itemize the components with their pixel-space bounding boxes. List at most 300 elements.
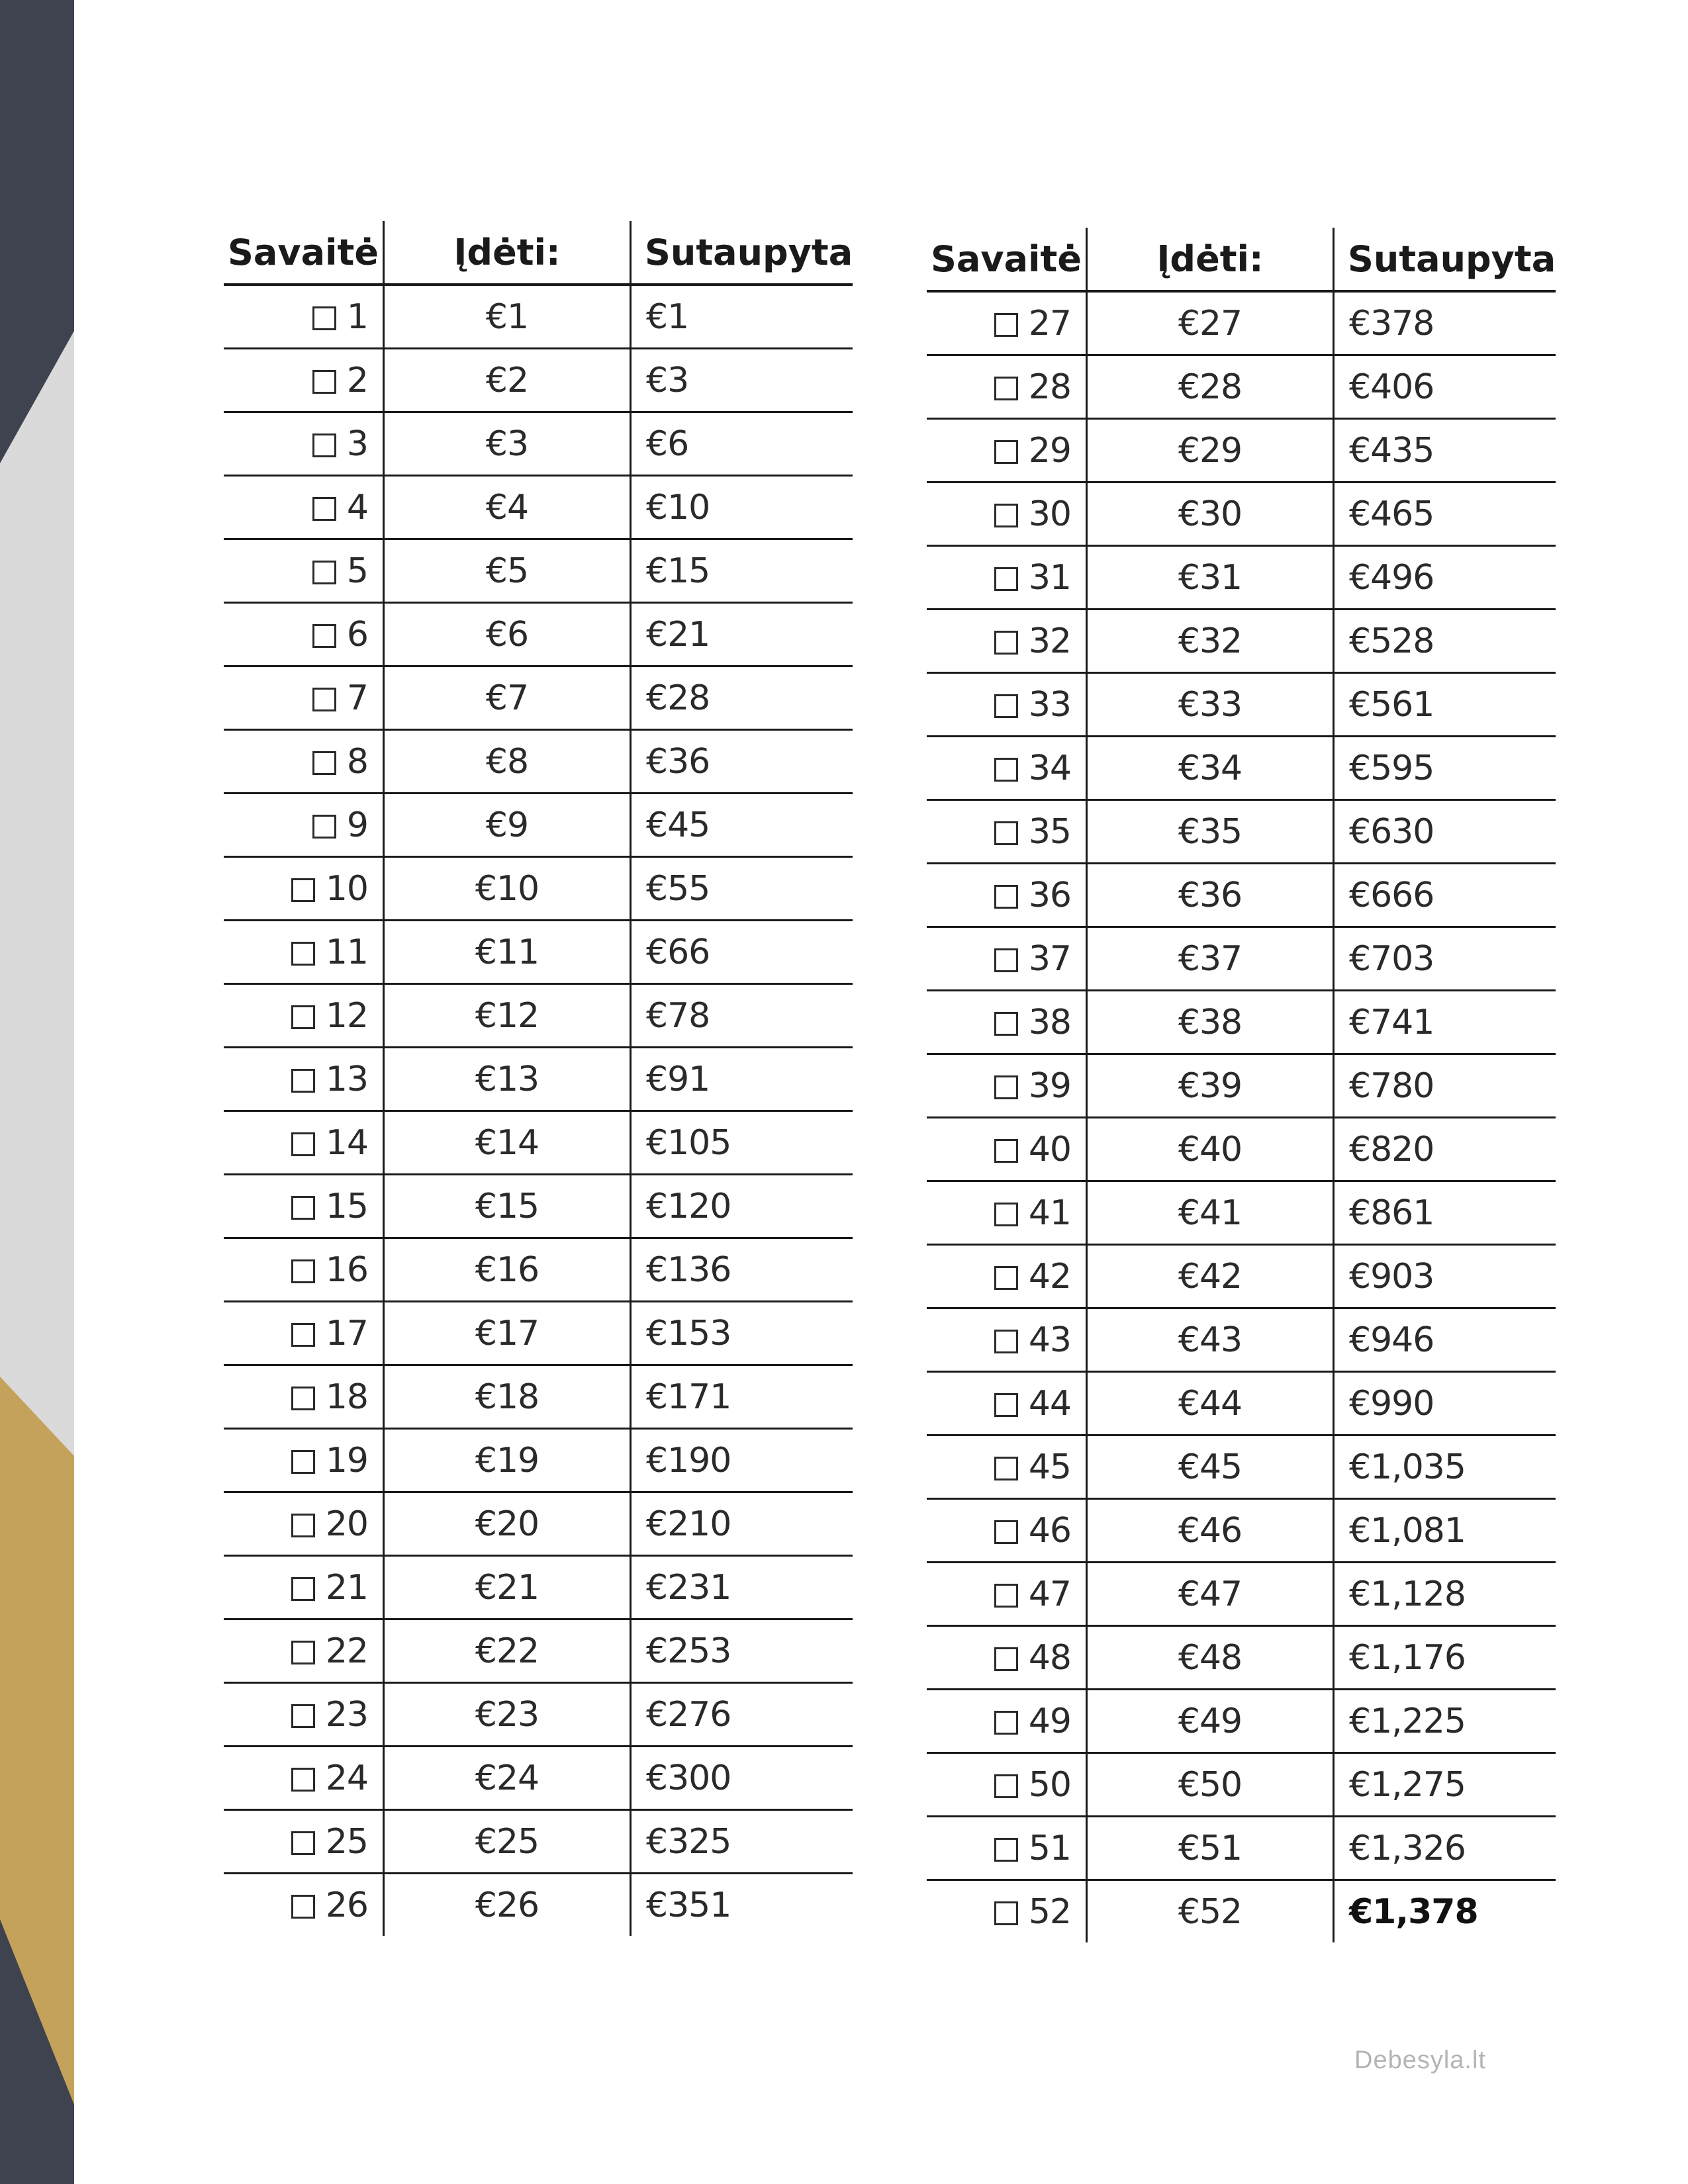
table-row [927,927,1556,991]
week-cell [927,1563,1087,1626]
saved-total: €561 [1334,673,1556,737]
table-row [224,984,853,1048]
saved-total: €276 [631,1683,853,1747]
saved-total: €325 [631,1810,853,1874]
week-cell [927,864,1087,927]
saved-total: €630 [1334,800,1556,864]
table-row [224,921,853,984]
table-row [927,546,1556,610]
table-row [224,1747,853,1810]
week-checkbox[interactable] [291,1577,315,1601]
week-cell [927,1181,1087,1245]
week-checkbox[interactable] [312,497,336,521]
saved-total: €1,225 [1334,1690,1556,1753]
week-number: 39 [1028,1066,1071,1106]
week-checkbox[interactable] [994,1901,1018,1925]
put-in-amount: €7 [384,666,631,730]
put-in-amount: €8 [384,730,631,794]
put-in-amount: €43 [1087,1308,1334,1372]
table-row [927,1499,1556,1563]
put-in-amount: €11 [384,921,631,984]
header-put-in: Įdėti: [1087,228,1334,291]
week-number: 31 [1028,557,1071,598]
saved-total: €496 [1334,546,1556,610]
table-row [224,349,853,412]
week-number: 33 [1028,684,1071,725]
week-number: 49 [1028,1701,1071,1741]
put-in-amount: €14 [384,1111,631,1175]
saved-total: €666 [1334,864,1556,927]
week-number: 36 [1028,875,1071,915]
header-week: Savaitė [927,228,1087,291]
table-row [927,864,1556,927]
table-row [927,1308,1556,1372]
table-row [224,730,853,794]
table-row [224,1302,853,1365]
week-checkbox[interactable] [291,1514,315,1537]
put-in-amount: €28 [1087,355,1334,419]
week-checkbox[interactable] [994,821,1018,845]
week-checkbox[interactable] [994,1838,1018,1862]
week-cell [224,1747,384,1810]
table-header-row [927,228,1556,291]
saved-total: €78 [631,984,853,1048]
week-number: 51 [1028,1828,1071,1868]
put-in-amount: €15 [384,1175,631,1238]
put-in-amount: €48 [1087,1626,1334,1690]
week-number: 28 [1028,367,1071,407]
table-row [927,800,1556,864]
week-cell [927,1817,1087,1880]
week-checkbox[interactable] [994,1012,1018,1036]
saved-total: €136 [631,1238,853,1302]
week-number: 13 [325,1059,368,1099]
decorative-sidebar [0,0,74,2184]
week-number: 48 [1028,1637,1071,1678]
saved-total: €1,081 [1334,1499,1556,1563]
week-checkbox[interactable] [994,313,1018,337]
table-row [224,794,853,857]
week-number: 3 [346,424,368,464]
table-row [927,673,1556,737]
week-cell [927,546,1087,610]
week-number: 29 [1028,430,1071,471]
week-number: 50 [1028,1764,1071,1805]
week-number: 24 [325,1758,368,1798]
week-cell [224,1556,384,1619]
saved-total: €820 [1334,1118,1556,1181]
saved-total: €300 [631,1747,853,1810]
put-in-amount: €25 [384,1810,631,1874]
week-checkbox[interactable] [291,1005,315,1029]
week-cell [224,603,384,666]
week-checkbox[interactable] [994,1774,1018,1798]
week-checkbox[interactable] [994,567,1018,591]
week-cell [224,539,384,603]
week-checkbox[interactable] [291,1196,315,1220]
week-checkbox[interactable] [291,1132,315,1156]
put-in-amount: €36 [1087,864,1334,927]
table-row [927,1690,1556,1753]
week-checkbox[interactable] [994,885,1018,909]
table-row [927,737,1556,800]
table-row [927,1372,1556,1435]
week-checkbox[interactable] [312,815,336,839]
week-number: 43 [1028,1320,1071,1360]
saved-total: €153 [631,1302,853,1365]
week-checkbox[interactable] [312,624,336,648]
week-number: 16 [325,1250,368,1290]
week-checkbox[interactable] [312,433,336,457]
put-in-amount: €3 [384,412,631,476]
put-in-amount: €30 [1087,482,1334,546]
table-row [224,1874,853,1936]
week-number: 35 [1028,811,1071,852]
week-number: 30 [1028,494,1071,534]
put-in-amount: €6 [384,603,631,666]
table-header-row [224,221,853,285]
week-checkbox[interactable] [994,758,1018,782]
week-cell [927,991,1087,1054]
week-checkbox[interactable] [994,948,1018,972]
week-number: 38 [1028,1002,1071,1042]
week-checkbox[interactable] [994,1457,1018,1480]
week-checkbox[interactable] [994,440,1018,464]
week-number: 14 [325,1122,368,1163]
saved-total: €990 [1334,1372,1556,1435]
saved-total: €36 [631,730,853,794]
table-row [927,610,1556,673]
table-body [927,291,1556,1942]
week-number: 15 [325,1186,368,1226]
week-cell [927,927,1087,991]
saved-total: €231 [631,1556,853,1619]
week-number: 11 [325,932,368,972]
saved-total: €171 [631,1365,853,1429]
table-row [927,1563,1556,1626]
put-in-amount: €31 [1087,546,1334,610]
week-number: 2 [346,360,368,400]
week-cell [927,355,1087,419]
put-in-amount: €29 [1087,419,1334,482]
week-number: 25 [325,1821,368,1862]
footer-brand: Debesyla.lt [1354,2046,1486,2074]
table-row [224,603,853,666]
put-in-amount: €19 [384,1429,631,1492]
table-row [224,666,853,730]
week-cell [224,1111,384,1175]
week-number: 6 [346,614,368,655]
saved-total: €703 [1334,927,1556,991]
sidebar-shapes [0,0,74,2184]
put-in-amount: €33 [1087,673,1334,737]
saved-total: €435 [1334,419,1556,482]
week-cell [927,482,1087,546]
week-number: 41 [1028,1193,1071,1233]
week-number: 44 [1028,1383,1071,1424]
week-checkbox[interactable] [994,377,1018,400]
week-checkbox[interactable] [994,1075,1018,1099]
table-row [927,291,1556,355]
table-row [224,1111,853,1175]
table-row [224,285,853,349]
table-row [927,1054,1556,1118]
week-checkbox[interactable] [994,631,1018,655]
week-cell [224,921,384,984]
week-cell [224,1429,384,1492]
put-in-amount: €2 [384,349,631,412]
put-in-amount: €51 [1087,1817,1334,1880]
week-checkbox[interactable] [994,1393,1018,1417]
saved-total: €861 [1334,1181,1556,1245]
table-row [927,1753,1556,1817]
saved-total: €45 [631,794,853,857]
week-checkbox[interactable] [994,1203,1018,1226]
saved-total: €903 [1334,1245,1556,1308]
week-cell [224,1874,384,1936]
put-in-amount: €50 [1087,1753,1334,1817]
put-in-amount: €44 [1087,1372,1334,1435]
saved-total: €15 [631,539,853,603]
week-cell [927,1753,1087,1817]
week-checkbox[interactable] [994,1266,1018,1290]
table-row [224,1556,853,1619]
put-in-amount: €46 [1087,1499,1334,1563]
table-body [224,285,853,1936]
week-cell [927,1308,1087,1372]
week-checkbox[interactable] [291,1259,315,1283]
put-in-amount: €39 [1087,1054,1334,1118]
put-in-amount: €1 [384,285,631,349]
week-number: 26 [325,1885,368,1925]
saved-total: €1,128 [1334,1563,1556,1626]
week-number: 27 [1028,303,1071,343]
put-in-amount: €4 [384,476,631,539]
saved-total: €10 [631,476,853,539]
week-checkbox[interactable] [291,1768,315,1792]
week-checkbox[interactable] [994,1520,1018,1544]
week-number: 42 [1028,1256,1071,1297]
week-checkbox[interactable] [291,1831,315,1855]
week-number: 40 [1028,1129,1071,1169]
saved-total: €28 [631,666,853,730]
week-number: 18 [325,1377,368,1417]
put-in-amount: €35 [1087,800,1334,864]
table-row [224,1429,853,1492]
saved-total: €1,035 [1334,1435,1556,1499]
week-number: 1 [346,296,368,337]
week-number: 5 [346,551,368,591]
saved-total: €780 [1334,1054,1556,1118]
table-row [224,1175,853,1238]
week-checkbox[interactable] [312,370,336,394]
header-saved: Sutaupyta [631,221,853,285]
week-checkbox[interactable] [291,1641,315,1664]
put-in-amount: €10 [384,857,631,921]
table-row [927,1817,1556,1880]
week-cell [224,1302,384,1365]
week-number: 9 [346,805,368,845]
table-row [224,1683,853,1747]
week-cell [224,857,384,921]
saved-total: €1,176 [1334,1626,1556,1690]
week-cell [224,1810,384,1874]
put-in-amount: €21 [384,1556,631,1619]
week-checkbox[interactable] [291,1450,315,1474]
week-checkbox[interactable] [994,1330,1018,1353]
week-number: 12 [325,995,368,1036]
week-cell [927,673,1087,737]
saved-total: €465 [1334,482,1556,546]
week-cell [224,730,384,794]
saved-total: €406 [1334,355,1556,419]
saved-total: €378 [1334,291,1556,355]
saved-total: €528 [1334,610,1556,673]
week-cell [927,1245,1087,1308]
week-number: 46 [1028,1510,1071,1551]
week-number: 37 [1028,938,1071,979]
week-cell [224,476,384,539]
week-checkbox[interactable] [994,1139,1018,1163]
week-cell [224,1619,384,1683]
week-checkbox[interactable] [312,751,336,775]
week-cell [224,1683,384,1747]
put-in-amount: €18 [384,1365,631,1429]
week-number: 32 [1028,621,1071,661]
table-row [224,1810,853,1874]
week-cell [224,1175,384,1238]
week-cell [224,1048,384,1111]
saved-total: €21 [631,603,853,666]
table-row [927,1435,1556,1499]
put-in-amount: €40 [1087,1118,1334,1181]
table-row [927,1245,1556,1308]
table-row [224,476,853,539]
put-in-amount: €45 [1087,1435,1334,1499]
table-row [224,1365,853,1429]
week-number: 47 [1028,1574,1071,1614]
table-row [927,1118,1556,1181]
week-number: 17 [325,1313,368,1353]
week-number: 34 [1028,748,1071,788]
week-checkbox[interactable] [291,1387,315,1410]
header-saved: Sutaupyta [1334,228,1556,291]
header-put-in: Įdėti: [384,221,631,285]
week-number: 8 [346,741,368,782]
week-cell [224,412,384,476]
saved-total: €210 [631,1492,853,1556]
put-in-amount: €12 [384,984,631,1048]
week-number: 23 [325,1694,368,1735]
table-row [224,857,853,921]
table-row [224,1492,853,1556]
week-cell [927,419,1087,482]
week-checkbox[interactable] [291,942,315,966]
week-checkbox[interactable] [994,504,1018,527]
table-row [224,1238,853,1302]
week-cell [927,1435,1087,1499]
saved-total: €105 [631,1111,853,1175]
week-cell [927,1118,1087,1181]
saved-total: €946 [1334,1308,1556,1372]
put-in-amount: €42 [1087,1245,1334,1308]
week-cell [224,349,384,412]
week-checkbox[interactable] [312,306,336,330]
saved-total: €1,275 [1334,1753,1556,1817]
saved-total: €3 [631,349,853,412]
week-number: 20 [325,1504,368,1544]
week-checkbox[interactable] [291,878,315,902]
saved-total: €6 [631,412,853,476]
put-in-amount: €23 [384,1683,631,1747]
put-in-amount: €22 [384,1619,631,1683]
week-cell [927,1880,1087,1943]
put-in-amount: €41 [1087,1181,1334,1245]
week-number: 10 [325,868,368,909]
saved-total: €595 [1334,737,1556,800]
week-cell [927,1372,1087,1435]
put-in-amount: €16 [384,1238,631,1302]
put-in-amount: €24 [384,1747,631,1810]
week-checkbox[interactable] [994,1647,1018,1671]
put-in-amount: €34 [1087,737,1334,800]
put-in-amount: €26 [384,1874,631,1936]
week-checkbox[interactable] [291,1069,315,1093]
final-saved-total: €1,378 [1349,1891,1478,1932]
week-checkbox[interactable] [994,694,1018,718]
put-in-amount: €37 [1087,927,1334,991]
saved-total: €55 [631,857,853,921]
week-cell [927,800,1087,864]
saved-total: €1,326 [1334,1817,1556,1880]
table-row [927,482,1556,546]
week-cell [927,291,1087,355]
week-cell [927,1054,1087,1118]
put-in-amount: €13 [384,1048,631,1111]
header-week: Savaitė [224,221,384,285]
week-checkbox[interactable] [291,1704,315,1728]
table-row [927,355,1556,419]
put-in-amount: €17 [384,1302,631,1365]
saved-total: €1 [631,285,853,349]
week-checkbox[interactable] [994,1584,1018,1608]
week-checkbox[interactable] [291,1895,315,1919]
table-row [224,539,853,603]
week-cell [224,285,384,349]
put-in-amount: €47 [1087,1563,1334,1626]
saved-total: €190 [631,1429,853,1492]
week-checkbox[interactable] [312,561,336,584]
week-checkbox[interactable] [312,688,336,711]
week-number: 45 [1028,1447,1071,1487]
put-in-amount: €32 [1087,610,1334,673]
week-cell [224,666,384,730]
put-in-amount: €20 [384,1492,631,1556]
put-in-amount: €49 [1087,1690,1334,1753]
week-checkbox[interactable] [994,1711,1018,1735]
put-in-amount: €38 [1087,991,1334,1054]
put-in-amount: €27 [1087,291,1334,355]
saved-total: €66 [631,921,853,984]
put-in-amount: €9 [384,794,631,857]
saved-total: €351 [646,1885,731,1925]
week-checkbox[interactable] [291,1323,315,1347]
saved-total: €741 [1334,991,1556,1054]
week-number: 7 [346,678,368,718]
put-in-amount: €52 [1087,1880,1334,1943]
week-number: 52 [1028,1891,1071,1932]
week-cell [224,1365,384,1429]
